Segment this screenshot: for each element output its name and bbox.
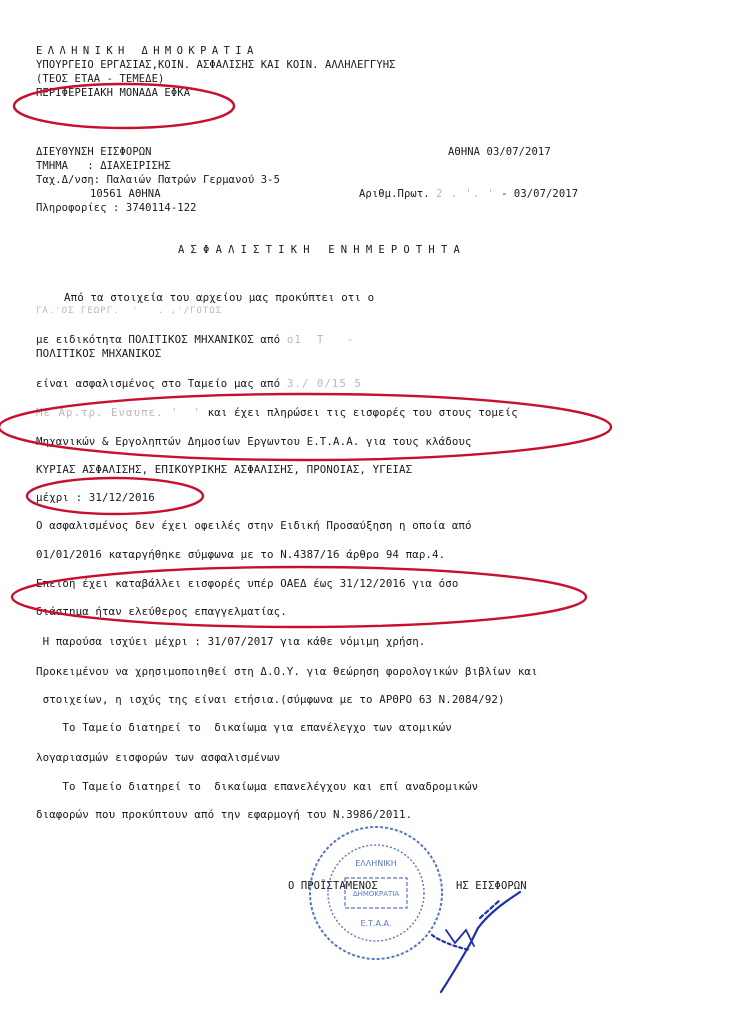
body-line-17: Το Ταμείο διατηρεί το δικαίωμα για επανέλεγχο των ατομικών [36, 721, 452, 734]
header-fund: (ΤΕΟΣ ΕΤΑΑ - ΤΕΜΕΔΕ) [36, 73, 165, 85]
body-line-10: Ο ασφαλισμένος δεν έχει οφειλές στην Ειδική Προσαύξηση η οποία από [36, 519, 472, 532]
body-line-16: στοιχείων, η ισχύς της είναι ετήσια.(σύμφωνα με το ΑΡΘΡΟ 63 Ν.2084/92) [36, 693, 505, 706]
body-line-19: Το Ταμείο διατηρεί το δικαίωμα επανελέγχου και επί αναδρομικών [36, 780, 479, 793]
body-line-5-text: είναι ασφαλισμένος στο Ταμείο μας από [36, 377, 281, 390]
meta-protocol [359, 188, 578, 201]
meta-protocol-redacted: 2 . '. ' [436, 188, 495, 200]
body-line-5 [36, 377, 362, 390]
body-line-11: 01/01/2016 καταργήθηκε σύμφωνα με το Ν.4387/16 άρθρο 94 παρ.4. [36, 548, 446, 561]
body-line-6-text: και έχει πληρώσει τις εισφορές του στους τομείς [207, 406, 518, 419]
meta-department: ΤΜΗΜΑ : ΔΙΑΧΕΙΡΙΣΗΣ [36, 160, 171, 172]
body-line-1: Από τα στοιχεία του αρχείου μας προκύπτει οτι ο [64, 291, 375, 304]
signature-title-right: ΗΣ ΕΙΣΦΟΡΩΝ [456, 880, 527, 892]
meta-directorate: ΔΙΕΥΘΥΝΣΗ ΕΙΣΦΟΡΩΝ [36, 146, 152, 158]
signature-title-left: Ο ΠΡΟΪΣΤΑΜΕΝΟΣ [288, 880, 378, 892]
meta-protocol-label: Αριθμ.Πρωτ. [359, 188, 430, 200]
meta-address-line2: 10561 ΑΘΗΝΑ [90, 188, 161, 200]
body-line-4: ΠΟΛΙΤΙΚΟΣ ΜΗΧΑΝΙΚΟΣ [36, 347, 162, 360]
body-line-14: Η παρούσα ισχύει μέχρι : 31/07/2017 για κάθε νόμιμη χρήση. [36, 635, 426, 648]
body-line-12: Επειδή έχει καταβάλλει εισφορές υπέρ ΟΑΕΔ έως 31/12/2016 για όσο [36, 577, 459, 590]
meta-protocol-date: - 03/07/2017 [501, 188, 579, 200]
body-line-6 [36, 406, 518, 419]
body-line-2-redacted: ΓΑ.'ΟΣ ΓΕΩΡΓ. ' . ,'/ΓΟΤΩΣ [36, 306, 223, 316]
body-line-18: λογαριασμών εισφορών των ασφαλισμένων [36, 751, 281, 764]
document-title: ΑΣΦΑΛΙΣΤΙΚΗ ΕΝΗΜΕΡΟΤΗΤΑ [178, 244, 466, 256]
header-ministry: ΥΠΟΥΡΓΕΙΟ ΕΡΓΑΣΙΑΣ,ΚΟΙΝ. ΑΣΦΑΛΙΣΗΣ ΚΑΙ ΚΟΙΝ. ΑΛΛΗΛΕΓΓΥΗΣ [36, 59, 396, 71]
body-line-9: μέχρι : 31/12/2016 [36, 491, 155, 504]
stamp-text-2: ΔΗΜΟΚΡΑΤΙΑ [352, 890, 400, 898]
body-line-6-redacted: Με Αρ.τρ. Εναυπε. ' ' [36, 406, 202, 419]
header-unit: ΠΕΡΙΦΕΡΕΙΑΚΗ ΜΟΝΑΔΑ ΕΦΚΑ [36, 87, 191, 99]
meta-info: Πληροφορίες : 3740114-122 [36, 202, 197, 214]
body-line-5-redacted: 3./ 0/15 5 [286, 377, 362, 390]
stamp-text-1: ΕΛΛΗΝΙΚΗ [355, 859, 397, 868]
body-line-13: διάστημα ήταν ελεύθερος επαγγελματίας. [36, 605, 287, 618]
meta-city-date: ΑΘΗΝΑ 03/07/2017 [448, 146, 551, 158]
stamp-text-3: Ε.Τ.Α.Α. [360, 919, 392, 928]
meta-address-line1: Ταχ.Δ/νση: Παλαιών Πατρών Γερμανού 3-5 [36, 174, 281, 186]
body-line-3-text: με ειδικότητα ΠΟΛΙΤΙΚΟΣ ΜΗΧΑΝΙΚΟΣ από [36, 333, 281, 346]
header-country: ΕΛΛΗΝΙΚΗ ΔΗΜΟΚΡΑΤΙΑ [36, 45, 259, 57]
body-line-8: ΚΥΡΙΑΣ ΑΣΦΑΛΙΣΗΣ, ΕΠΙΚΟΥΡΙΚΗΣ ΑΣΦΑΛΙΣΗΣ, ΠΡΟΝΟΙΑΣ, ΥΓΕΙΑΣ [36, 463, 413, 476]
body-line-3 [36, 333, 354, 346]
body-line-20: διαφορών που προκύπτουν από την εφαρμογή του Ν.3986/2011. [36, 808, 413, 821]
body-line-3-redacted: ο1 Τ - [286, 333, 355, 346]
body-line-7: Μηχανικών & Εργοληπτών Δημοσίων Εργωντου Ε.Τ.Α.Α. για τους κλάδους [36, 435, 472, 448]
body-line-15: Προκειμένου να χρησιμοποιηθεί στη Δ.Ο.Υ. για θεώρηση φορολογικών βιβλίων και [36, 665, 538, 678]
